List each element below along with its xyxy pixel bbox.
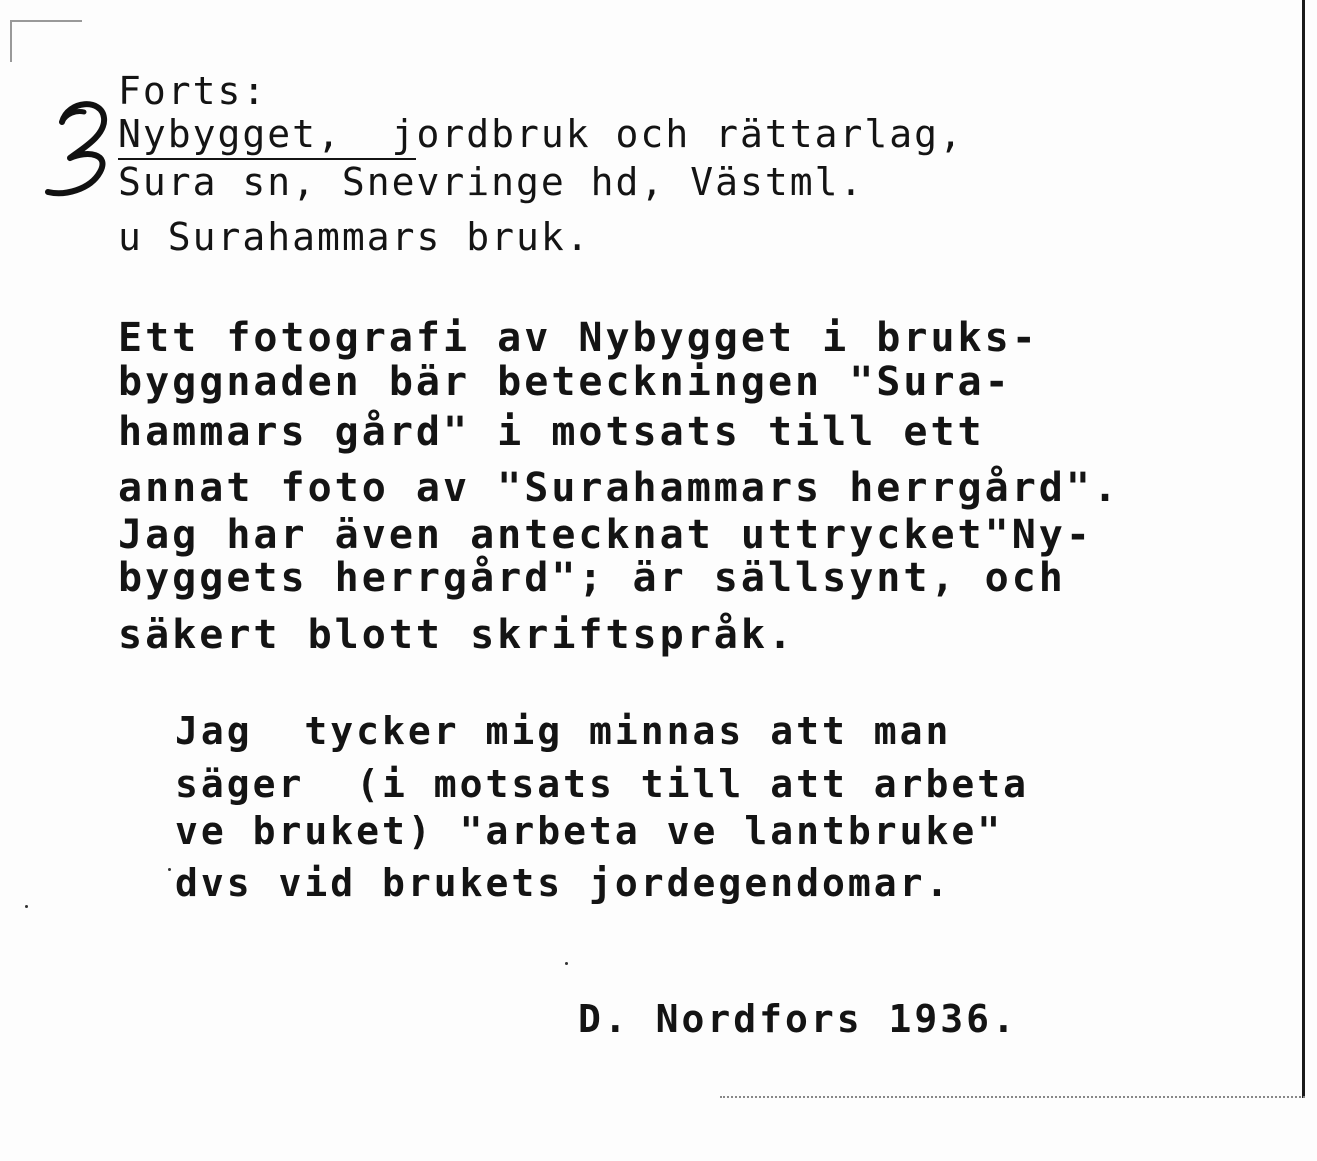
paragraph1-line: byggets herrgård"; är sällsynt, och — [118, 555, 1066, 601]
header-line-forts: Forts: — [118, 69, 268, 113]
scan-speck — [565, 962, 568, 965]
paragraph2-line: ve bruket) "arbeta ve lantbruke" — [175, 809, 1004, 853]
scan-speck — [25, 905, 28, 908]
corner-mark — [10, 20, 82, 62]
paragraph1-line: annat foto av "Surahammars herrgård". — [118, 465, 1121, 511]
card-right-edge — [1302, 0, 1305, 1098]
paragraph1-line: säkert blott skriftspråk. — [118, 612, 796, 658]
paragraph2-line: Jag tycker mig minnas att man — [175, 709, 952, 753]
paragraph1-line: Jag har även antecknat uttrycket"Ny- — [118, 512, 1093, 558]
signature: D. Nordfors 1936. — [578, 997, 1018, 1041]
scan-speck — [168, 868, 171, 871]
paragraph2-line: dvs vid brukets jordegendomar. — [175, 861, 952, 905]
paragraph1-line: hammars gård" i motsats till ett — [118, 409, 985, 455]
handwritten-number-2 — [40, 92, 120, 202]
paragraph2-line: säger (i motsats till att arbeta — [175, 762, 1029, 806]
header-line-estate: u Surahammars bruk. — [118, 215, 591, 259]
card-bottom-edge — [720, 1096, 1305, 1100]
paragraph1-line: byggnaden bär beteckningen "Sura- — [118, 359, 1012, 405]
header-line-place: Nybygget, jordbruk och rättarlag, — [118, 112, 964, 156]
paragraph1-line: Ett fotografi av Nybygget i bruks- — [118, 315, 1039, 361]
header-line-parish: Sura sn, Snevringe hd, Västml. — [118, 160, 865, 204]
